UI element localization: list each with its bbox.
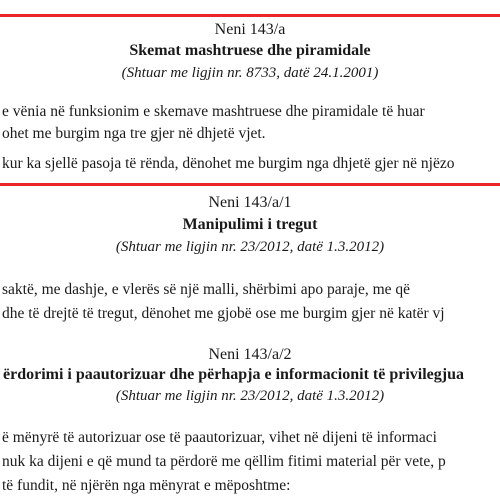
- article-heading: Neni 143/a/2: [208, 346, 292, 363]
- article-heading: Neni 143/a: [214, 21, 286, 38]
- article-amendment-note: (Shtuar me ligjin nr. 23/2012, datë 1.3.2012): [115, 388, 385, 404]
- article-text-line: të fundit, në njërën nga mënyrat e mëposhtme:: [2, 477, 291, 494]
- article-text-line: nuk ka dijeni e që mund ta përdorë me qëllim fitimi material për vete, p: [2, 453, 446, 470]
- article-text-line: dhe të drejtë të tregut, dënohet me gjobë ose me burgim gjer në katër vj: [2, 305, 445, 322]
- article-heading: Neni 143/a/1: [208, 194, 292, 211]
- article-amendment-note: (Shtuar me ligjin nr. 8733, datë 24.1.2001): [121, 65, 379, 81]
- article-title: ërdorimi i paautorizuar dhe përhapja e informacionit të privilegjua: [3, 366, 464, 383]
- highlight-bottom-border: [0, 183, 500, 186]
- article-text-line: ë mënyrë të autorizuar ose të paautorizuar, vihet në dijeni të informaci: [2, 429, 437, 446]
- article-title: Skemat mashtruese dhe piramidale: [129, 42, 371, 59]
- article-text-line: e vënia në funksionim e skemave mashtruese dhe piramidale të huar: [2, 103, 425, 120]
- article-text-line: saktë, me dashje, e vlerës së një malli, shërbimi apo paraje, me që: [2, 281, 411, 298]
- article-amendment-note: (Shtuar me ligjin nr. 23/2012, datë 1.3.2012): [115, 239, 385, 255]
- article-text-line: kur ka sjellë pasoja të rënda, dënohet me burgim nga dhjetë gjer në njëzo: [2, 155, 455, 172]
- article-text-line: ohet me burgim nga tre gjer në dhjetë vjet.: [2, 125, 266, 142]
- article-title: Manipulimi i tregut: [182, 216, 318, 233]
- highlight-top-border: [0, 14, 500, 17]
